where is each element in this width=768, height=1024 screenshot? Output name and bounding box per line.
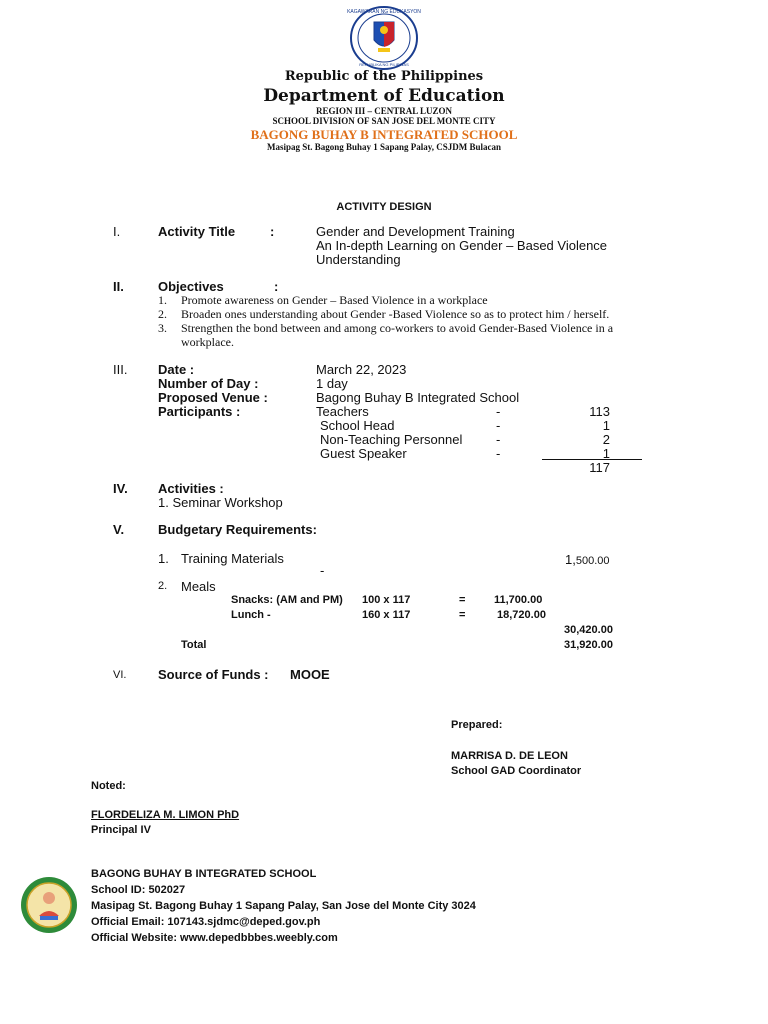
footer-website: Official Website: www.depedbbbes.weebly.com — [91, 932, 338, 944]
section2-label: Objectives — [158, 279, 224, 294]
participant-dash: - — [496, 418, 501, 433]
participant-dash: - — [496, 446, 501, 461]
section2-number: II. — [113, 279, 124, 294]
objective-2-text: Broaden ones understanding about Gender -Based Violence so as to protect him / herself. — [181, 307, 610, 321]
participant-count: 2 — [602, 432, 610, 447]
school-address-header: Masipag St. Bagong Buhay 1 Sapang Palay, CSJDM Bulacan — [266, 142, 502, 152]
snacks-label: Snacks: (AM and PM) — [231, 594, 343, 606]
participant-name: School Head — [320, 418, 395, 433]
section5-number: V. — [113, 522, 125, 537]
budget-item1-dash: - — [320, 563, 325, 578]
snacks-amount: 11,700.00 — [494, 594, 543, 606]
prepared-name: MARRISA D. DE LEON — [451, 750, 568, 762]
section6-number: VI. — [113, 669, 127, 681]
section6-label: Source of Funds : — [158, 667, 269, 682]
republic-line: Republic of the Philippines — [284, 69, 484, 84]
objective-1-text: Promote awareness on Gender – Based Violence in a workplace — [181, 293, 488, 307]
participants-label: Participants : — [158, 404, 241, 419]
section1-number: I. — [113, 224, 121, 239]
noted-name: FLORDELIZA M. LIMON PhD — [91, 809, 240, 821]
total-label: Total — [181, 639, 207, 651]
noted-label: Noted: — [91, 780, 126, 792]
objective-3-text: Strengthen the bond between and among co-workers to avoid Gender-Based Violence in a — [181, 321, 614, 335]
section1-colon: : — [270, 224, 275, 239]
seal-text-bottom: REPUBLIKA NG PILIPINAS — [359, 62, 409, 67]
noted-title: Principal IV — [91, 824, 151, 836]
days-label: Number of Day : — [158, 376, 259, 391]
prepared-label: Prepared: — [451, 719, 503, 731]
seal-text-top: KAGAWARAN NG EDUKASYON — [347, 9, 421, 15]
objective-3-continued: workplace. — [181, 335, 234, 349]
section3-number: III. — [113, 362, 128, 377]
venue-value: Bagong Buhay B Integrated School — [316, 390, 520, 405]
budget-item1-label: Training Materials — [181, 551, 284, 566]
participant-dash: - — [496, 432, 501, 447]
section1-label: Activity Title — [158, 224, 236, 239]
participants-total: 117 — [589, 460, 610, 475]
footer-school-name: BAGONG BUHAY B INTEGRATED SCHOOL — [91, 868, 317, 880]
footer-email: Official Email: 107143.sjdmc@deped.gov.ph — [91, 916, 321, 928]
snacks-calc: 100 x 117 — [362, 594, 411, 606]
lunch-amount: 18,720.00 — [497, 609, 546, 621]
participant-name: Guest Speaker — [320, 446, 407, 461]
venue-label: Proposed Venue : — [158, 390, 268, 405]
deped-seal-logo — [346, 4, 422, 72]
budget-item1-number: 1. — [158, 551, 169, 566]
budget-item2-number: 2. — [158, 580, 168, 592]
activity-title-line3: Understanding — [316, 252, 401, 267]
total-amount: 31,920.00 — [564, 639, 613, 651]
participant-dash: - — [496, 404, 501, 419]
objective-1-number: 1. — [158, 293, 167, 307]
participant-count: 113 — [589, 404, 610, 419]
objective-2-number: 2. — [158, 307, 167, 321]
lunch-label: Lunch - — [231, 609, 271, 621]
section4-label: Activities : — [158, 481, 224, 496]
participant-name: Teachers — [316, 404, 369, 419]
participant-count: 1 — [602, 418, 610, 433]
activity-title-line1: Gender and Development Training — [316, 224, 515, 239]
region-line: REGION III – CENTRAL LUZON — [315, 106, 453, 116]
division-line: SCHOOL DIVISION OF SAN JOSE DEL MONTE CITY — [272, 116, 496, 126]
budget-item2-label: Meals — [181, 579, 216, 594]
department-line: Department of Education — [263, 86, 505, 106]
footer-school-id: School ID: 502027 — [91, 884, 186, 896]
prepared-title: School GAD Coordinator — [451, 765, 582, 777]
participant-count: 1 — [602, 446, 610, 461]
school-name-header: BAGONG BUHAY B INTEGRATED SCHOOL — [250, 127, 518, 142]
footer-address: Masipag St. Bagong Buhay 1 Sapang Palay, San Jose del Monte City 3024 — [91, 900, 476, 912]
funding-source: MOOE — [290, 667, 330, 682]
section5-label: Budgetary Requirements: — [158, 522, 317, 537]
section4-number: IV. — [113, 481, 128, 496]
meals-subtotal: 30,420.00 — [564, 624, 613, 636]
snacks-equals: = — [459, 594, 466, 606]
activity-item: 1. Seminar Workshop — [158, 495, 283, 510]
section2-colon: : — [274, 279, 279, 294]
budget-item1-amount: 1,500.00 — [565, 552, 610, 567]
date-value: March 22, 2023 — [316, 362, 407, 377]
days-value: 1 day — [316, 376, 348, 391]
lunch-calc: 160 x 117 — [362, 609, 411, 621]
school-logo — [20, 876, 78, 934]
objective-3-number: 3. — [158, 321, 167, 335]
participant-name: Non-Teaching Personnel — [320, 432, 463, 447]
document-title: ACTIVITY DESIGN — [336, 201, 432, 213]
activity-title-line2: An In-depth Learning on Gender – Based Violence — [316, 238, 608, 253]
date-label: Date : — [158, 362, 195, 377]
lunch-equals: = — [459, 609, 466, 621]
